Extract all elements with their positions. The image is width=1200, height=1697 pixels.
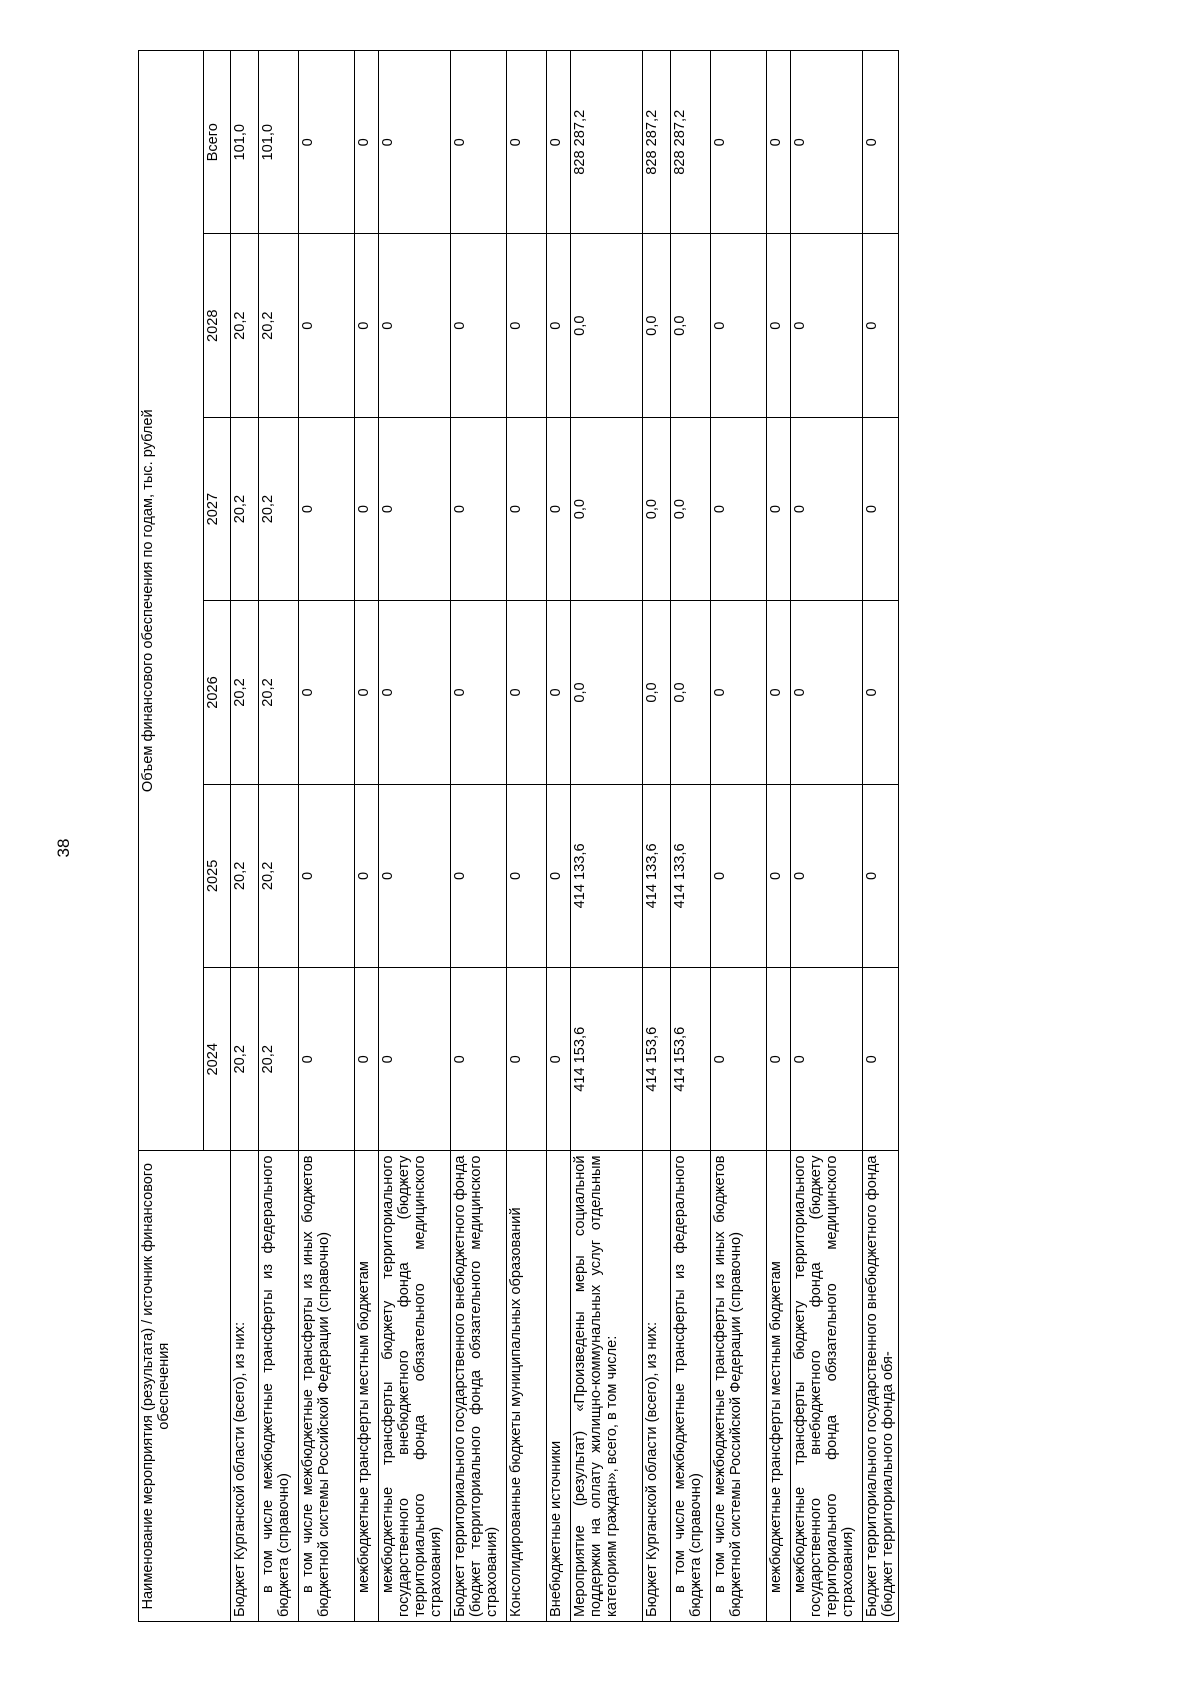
cell-year-value: 0 [863, 417, 899, 600]
row-label: Мероприятие (результат) «Произведены меры социальной поддержки на оплату жилищно-коммунальных услуг отдельным категориям граждан», всего, в том числе: [571, 1151, 643, 1622]
cell-year-value: 0 [355, 601, 379, 784]
row-label: межбюджетные трансферты местным бюджетам [767, 1151, 791, 1622]
row-label: в том числе межбюджетные трансферты из федерального бюджета (справочно) [671, 1151, 711, 1622]
cell-year-value: 20,2 [231, 417, 259, 600]
cell-year-value: 0 [299, 234, 355, 417]
cell-year-value: 20,2 [259, 234, 299, 417]
table-row [299, 51, 355, 1622]
row-label: Бюджет Курганской области (всего), из них: [643, 1151, 671, 1622]
cell-year-value: 0 [547, 601, 571, 784]
row-label: Консолидированные бюджеты муниципальных образований [507, 1151, 547, 1622]
cell-year-value: 414 153,6 [643, 968, 671, 1151]
cell-year-value: 0 [507, 601, 547, 784]
cell-year-value: 0,0 [571, 234, 643, 417]
cell-year-value: 414 133,6 [671, 784, 711, 967]
cell-year-value: 20,2 [231, 234, 259, 417]
cell-year-value: 0 [711, 417, 767, 600]
cell-year-value: 0 [379, 968, 451, 1151]
cell-year-value: 0 [767, 968, 791, 1151]
cell-year-value: 0 [299, 968, 355, 1151]
table-row [451, 51, 507, 1622]
cell-year-value: 0 [451, 417, 507, 600]
row-label: Бюджет территориального государственного внебюджетного фонда (бюджет территориального фонда обя- [863, 1151, 899, 1622]
header-year: 2026 [204, 601, 231, 784]
cell-year-value: 0 [379, 417, 451, 600]
cell-total: 0 [863, 51, 899, 235]
table-row [711, 51, 767, 1622]
cell-year-value: 0 [355, 417, 379, 600]
cell-year-value: 0 [355, 968, 379, 1151]
cell-year-value: 0,0 [643, 234, 671, 417]
row-label: Бюджет территориального государственного внебюджетного фонда (бюджет территориального фонда обязательного медицинского страхования) [451, 1151, 507, 1622]
cell-year-value: 0,0 [671, 234, 711, 417]
cell-year-value: 0 [711, 234, 767, 417]
cell-year-value: 0 [767, 601, 791, 784]
table-row [791, 51, 863, 1622]
cell-year-value: 0 [767, 417, 791, 600]
table-row [507, 51, 547, 1622]
row-label: в том числе межбюджетные трансферты из федерального бюджета (справочно) [259, 1151, 299, 1622]
cell-total: 0 [451, 51, 507, 235]
cell-year-value: 0 [767, 234, 791, 417]
cell-year-value: 0,0 [571, 417, 643, 600]
cell-year-value: 414 133,6 [643, 784, 671, 967]
cell-year-value: 0 [451, 601, 507, 784]
cell-year-value: 0 [379, 601, 451, 784]
rotated-page-content [138, 50, 899, 1622]
cell-year-value: 0 [355, 784, 379, 967]
table-body [139, 51, 899, 1622]
table-row [355, 51, 379, 1622]
cell-year-value: 0 [547, 234, 571, 417]
cell-year-value: 0 [451, 234, 507, 417]
cell-year-value: 0,0 [643, 417, 671, 600]
cell-year-value: 20,2 [259, 968, 299, 1151]
table-row [571, 51, 643, 1622]
cell-total: 0 [507, 51, 547, 235]
cell-total: 0 [299, 51, 355, 235]
cell-year-value: 414 153,6 [571, 968, 643, 1151]
cell-year-value: 0 [379, 784, 451, 967]
table-row [671, 51, 711, 1622]
cell-year-value: 0 [547, 417, 571, 600]
cell-year-value: 0 [863, 784, 899, 967]
header-year: 2028 [204, 234, 231, 417]
cell-year-value: 0 [451, 968, 507, 1151]
header-total: Всего [204, 51, 231, 235]
cell-year-value: 0 [547, 968, 571, 1151]
cell-year-value: 0 [507, 968, 547, 1151]
cell-total: 101,0 [231, 51, 259, 235]
cell-year-value: 0 [355, 234, 379, 417]
cell-year-value: 20,2 [259, 784, 299, 967]
cell-year-value: 20,2 [231, 968, 259, 1151]
cell-year-value: 414 153,6 [671, 968, 711, 1151]
cell-year-value: 0 [507, 234, 547, 417]
cell-year-value: 0 [863, 234, 899, 417]
cell-year-value: 0 [507, 417, 547, 600]
header-row-1 [139, 51, 204, 1622]
cell-total: 101,0 [259, 51, 299, 235]
row-label: в том числе межбюджетные трансферты из иных бюджетов бюджетной системы Российской Федерации (справочно) [299, 1151, 355, 1622]
financing-table [138, 50, 899, 1622]
header-name-column: Наименование мероприятия (результата) / источник финансового обеспечения [139, 1151, 231, 1622]
page-number: 38 [54, 838, 73, 858]
table-row [643, 51, 671, 1622]
table-row [863, 51, 899, 1622]
cell-total: 828 287,2 [671, 51, 711, 235]
cell-year-value: 20,2 [259, 417, 299, 600]
cell-year-value: 0 [711, 784, 767, 967]
table-row [547, 51, 571, 1622]
cell-year-value: 0 [791, 417, 863, 600]
cell-year-value: 0 [791, 234, 863, 417]
cell-total: 0 [791, 51, 863, 235]
table-row [767, 51, 791, 1622]
cell-year-value: 0 [547, 784, 571, 967]
row-label: межбюджетные трансферты бюджету территориального государственного внебюджетного фонда (бюджету территориального фонда обязательного медицинского страхования) [791, 1151, 863, 1622]
cell-year-value: 414 133,6 [571, 784, 643, 967]
header-year: 2024 [204, 968, 231, 1151]
cell-year-value: 0 [299, 601, 355, 784]
cell-total: 0 [379, 51, 451, 235]
cell-year-value: 0,0 [671, 601, 711, 784]
table-row [379, 51, 451, 1622]
cell-year-value: 0 [791, 968, 863, 1151]
cell-year-value: 0,0 [643, 601, 671, 784]
header-funding-volume: Объем финансового обеспечения по годам, тыс. рублей [139, 51, 204, 1151]
cell-year-value: 0 [711, 968, 767, 1151]
cell-year-value: 0 [791, 601, 863, 784]
cell-total: 0 [711, 51, 767, 235]
table-row [231, 51, 259, 1622]
cell-year-value: 0 [507, 784, 547, 967]
cell-year-value: 0 [379, 234, 451, 417]
cell-total: 0 [767, 51, 791, 235]
table-row [259, 51, 299, 1622]
row-label: межбюджетные трансферты бюджету территориального государственного внебюджетного фонда (бюджету территориального фонда обязательного медицинского страхования) [379, 1151, 451, 1622]
row-label: Бюджет Курганской области (всего), из них: [231, 1151, 259, 1622]
cell-total: 828 287,2 [643, 51, 671, 235]
row-label: Внебюджетные источники [547, 1151, 571, 1622]
cell-year-value: 0,0 [671, 417, 711, 600]
cell-year-value: 0 [791, 784, 863, 967]
row-label: в том числе межбюджетные трансферты из иных бюджетов бюджетной системы Российской Федерации (справочно) [711, 1151, 767, 1622]
cell-year-value: 20,2 [259, 601, 299, 784]
cell-year-value: 0 [863, 968, 899, 1151]
cell-total: 0 [547, 51, 571, 235]
cell-year-value: 0 [863, 601, 899, 784]
cell-total: 0 [355, 51, 379, 235]
cell-year-value: 0,0 [571, 601, 643, 784]
header-year: 2025 [204, 784, 231, 967]
header-year: 2027 [204, 417, 231, 600]
cell-year-value: 0 [451, 784, 507, 967]
cell-year-value: 0 [299, 784, 355, 967]
cell-year-value: 0 [767, 784, 791, 967]
cell-total: 828 287,2 [571, 51, 643, 235]
cell-year-value: 0 [299, 417, 355, 600]
cell-year-value: 0 [711, 601, 767, 784]
cell-year-value: 20,2 [231, 784, 259, 967]
row-label: межбюджетные трансферты местным бюджетам [355, 1151, 379, 1622]
cell-year-value: 20,2 [231, 601, 259, 784]
